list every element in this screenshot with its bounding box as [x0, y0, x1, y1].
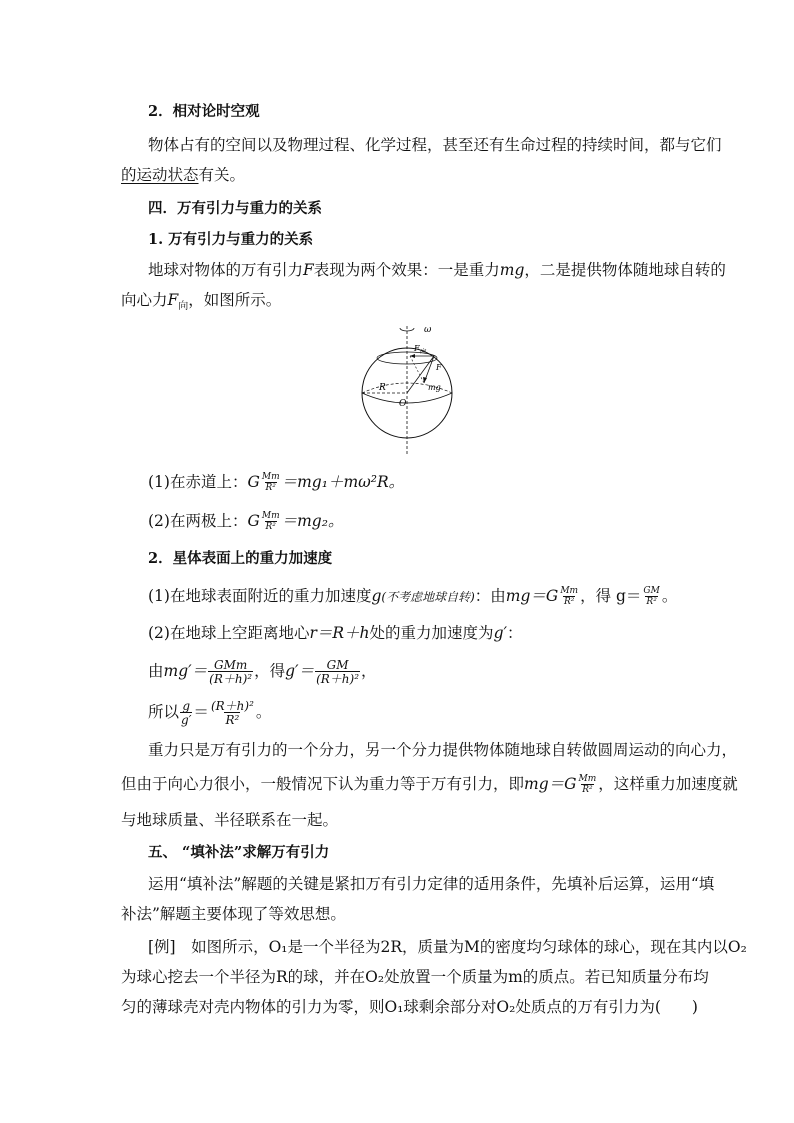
numerator: Mm	[578, 774, 597, 784]
text-segment: (2)在地球上空距离地心	[148, 624, 310, 642]
fraction-Mm-R2	[261, 473, 281, 493]
gravity-paragraph-line1	[148, 260, 726, 280]
numerator: GM	[643, 586, 660, 596]
fraction-Mm-R2	[559, 587, 579, 607]
weight-label: mg	[428, 383, 441, 392]
numerator: Mm	[560, 586, 579, 596]
denominator: R²	[646, 597, 657, 607]
subscript-centripetal: 向	[178, 301, 189, 313]
text-segment: 处的重力加速度为	[369, 624, 494, 642]
section4-heading: 四．万有引力与重力的关系	[148, 200, 322, 217]
denominator: R²	[265, 483, 276, 493]
numerator: Mm	[261, 472, 280, 482]
text-segment: ：	[507, 624, 523, 642]
denominator: R²	[225, 713, 240, 727]
symbol-g-prime: g′	[493, 624, 508, 642]
center-label: O	[399, 399, 407, 409]
fraction-GMm-Rh2	[208, 659, 253, 685]
note-no-rotation: (不考虑地球自转)	[381, 590, 475, 604]
text-segment: ，得	[254, 662, 286, 680]
formula-r: r＝R＋h	[309, 624, 370, 642]
fraction-Rh2-R2	[210, 700, 255, 726]
text-segment: ：由	[474, 587, 506, 605]
fill-method-line2: 补法”解题主要体现了等效思想。	[121, 905, 346, 923]
ratio-line	[148, 700, 271, 726]
text-segment: 。	[661, 587, 678, 605]
gravity-paragraph-line2	[121, 290, 281, 317]
text-segment: 但由于向心力很小，一般情况下认为重力等于万有引力，即	[121, 775, 525, 793]
formula-g-prime: g′＝	[285, 662, 315, 680]
relativity-paragraph-tail: 有关。	[198, 166, 246, 184]
text-segment: ，这样重力加速度就	[598, 775, 738, 793]
denominator: (R＋h)²	[316, 672, 360, 686]
text-segment: (1)在地球表面附近的重力加速度	[148, 587, 372, 605]
fill-method-line1: 运用“填补法”解题的关键是紧扣万有引力定律的适用条件，先填补后运算，运用“填	[148, 875, 715, 893]
numerator: Mm	[261, 511, 280, 521]
denominator: (R＋h)²	[209, 672, 253, 686]
text-segment: ，得 g＝	[580, 587, 642, 605]
text-segment: 地球对物体的万有引力	[148, 261, 304, 279]
equation-label: (1)在赤道上：	[148, 473, 248, 491]
component-paragraph-line2	[121, 774, 738, 795]
section4-sub1-heading: 1. 万有引力与重力的关系	[148, 231, 314, 248]
text-segment: 。	[255, 703, 272, 721]
equation-rhs: ＝mg₁＋mω²R。	[281, 473, 405, 491]
example-line1: [例] 如图所示，O₁是一个半径为2R，质量为M的密度均匀球体的球心，现在其内以O₂	[148, 938, 747, 956]
section5-heading: 五、 “填补法”求解万有引力	[148, 844, 330, 861]
symbol-F: F	[167, 291, 179, 309]
formula-mg-prime: mg′＝	[163, 662, 208, 680]
fraction-Mm-R2	[578, 775, 598, 795]
symbol-G: G	[247, 512, 260, 530]
fraction-GM-Rh2	[315, 659, 360, 685]
earth-force-diagram	[352, 318, 462, 458]
text-segment: ，如图所示。	[188, 291, 282, 309]
denominator: g′	[181, 713, 192, 727]
section4-sub2-heading: 2．星体表面上的重力加速度	[148, 550, 333, 567]
formula-mg: mg＝G	[524, 775, 577, 793]
radius-label: R	[379, 383, 386, 393]
altitude-derivation-line	[148, 659, 377, 685]
fraction-Mm-R2	[261, 512, 281, 532]
pole-equation	[148, 511, 343, 532]
centripetal-force-label: $F_向$	[414, 344, 426, 355]
text-segment: 向心力	[121, 291, 168, 309]
relativity-paragraph-line1: 物体占有的空间以及物理过程、化学过程，甚至还有生命过程的持续时间，都与它们	[148, 136, 722, 154]
gravitation-F-label: F	[436, 363, 442, 372]
denominator: R²	[582, 785, 593, 795]
numerator: GMm	[214, 658, 248, 672]
symbol-G: G	[247, 473, 260, 491]
fraction-GM-R2	[642, 587, 660, 607]
denominator: R²	[563, 597, 575, 607]
fraction-g-gprime	[180, 700, 192, 726]
component-paragraph-line3: 与地球质量、半径联系在一起。	[121, 811, 339, 829]
numerator: GM	[326, 658, 349, 672]
symbol-g: g	[371, 587, 382, 605]
text-segment: ，二是提供物体随地球自转的	[524, 261, 726, 279]
numerator: (R＋h)²	[210, 699, 254, 713]
equation-rhs: ＝mg₂。	[281, 512, 344, 530]
relativity-heading: 2．相对论时空观	[148, 103, 260, 120]
text-segment: 由	[148, 662, 164, 680]
text-segment: ，	[361, 662, 377, 680]
surface-gravity-line	[148, 586, 677, 607]
numerator: g	[182, 699, 191, 713]
text-segment: 表现为两个效果：一是重力	[313, 261, 500, 279]
omega-label: ω	[424, 325, 432, 335]
example-line2: 为球心挖去一个半径为R的球，并在O₂处放置一个质量为m的质点。若已知质量分布均	[121, 968, 709, 986]
component-paragraph-line1: 重力只是万有引力的一个分力，另一个分力提供物体随地球自转做圆周运动的向心力，	[148, 741, 738, 759]
equator-equation	[148, 472, 404, 493]
example-line3: 匀的薄球壳对壳内物体的引力为零，则O₁球剩余部分对O₂处质点的万有引力为( )	[121, 998, 698, 1016]
symbol-mg: mg	[499, 261, 525, 279]
altitude-gravity-line	[148, 623, 523, 643]
relativity-paragraph-line2	[121, 165, 245, 185]
formula-mg: mg＝G	[505, 587, 559, 605]
equation-label: (2)在两极上：	[148, 512, 248, 530]
text-segment: 所以	[148, 703, 180, 721]
symbol-F: F	[303, 261, 314, 279]
motion-state-underlined: 的运动状态	[121, 166, 199, 184]
denominator: R²	[265, 522, 276, 532]
equals-sign: ＝	[193, 703, 209, 721]
